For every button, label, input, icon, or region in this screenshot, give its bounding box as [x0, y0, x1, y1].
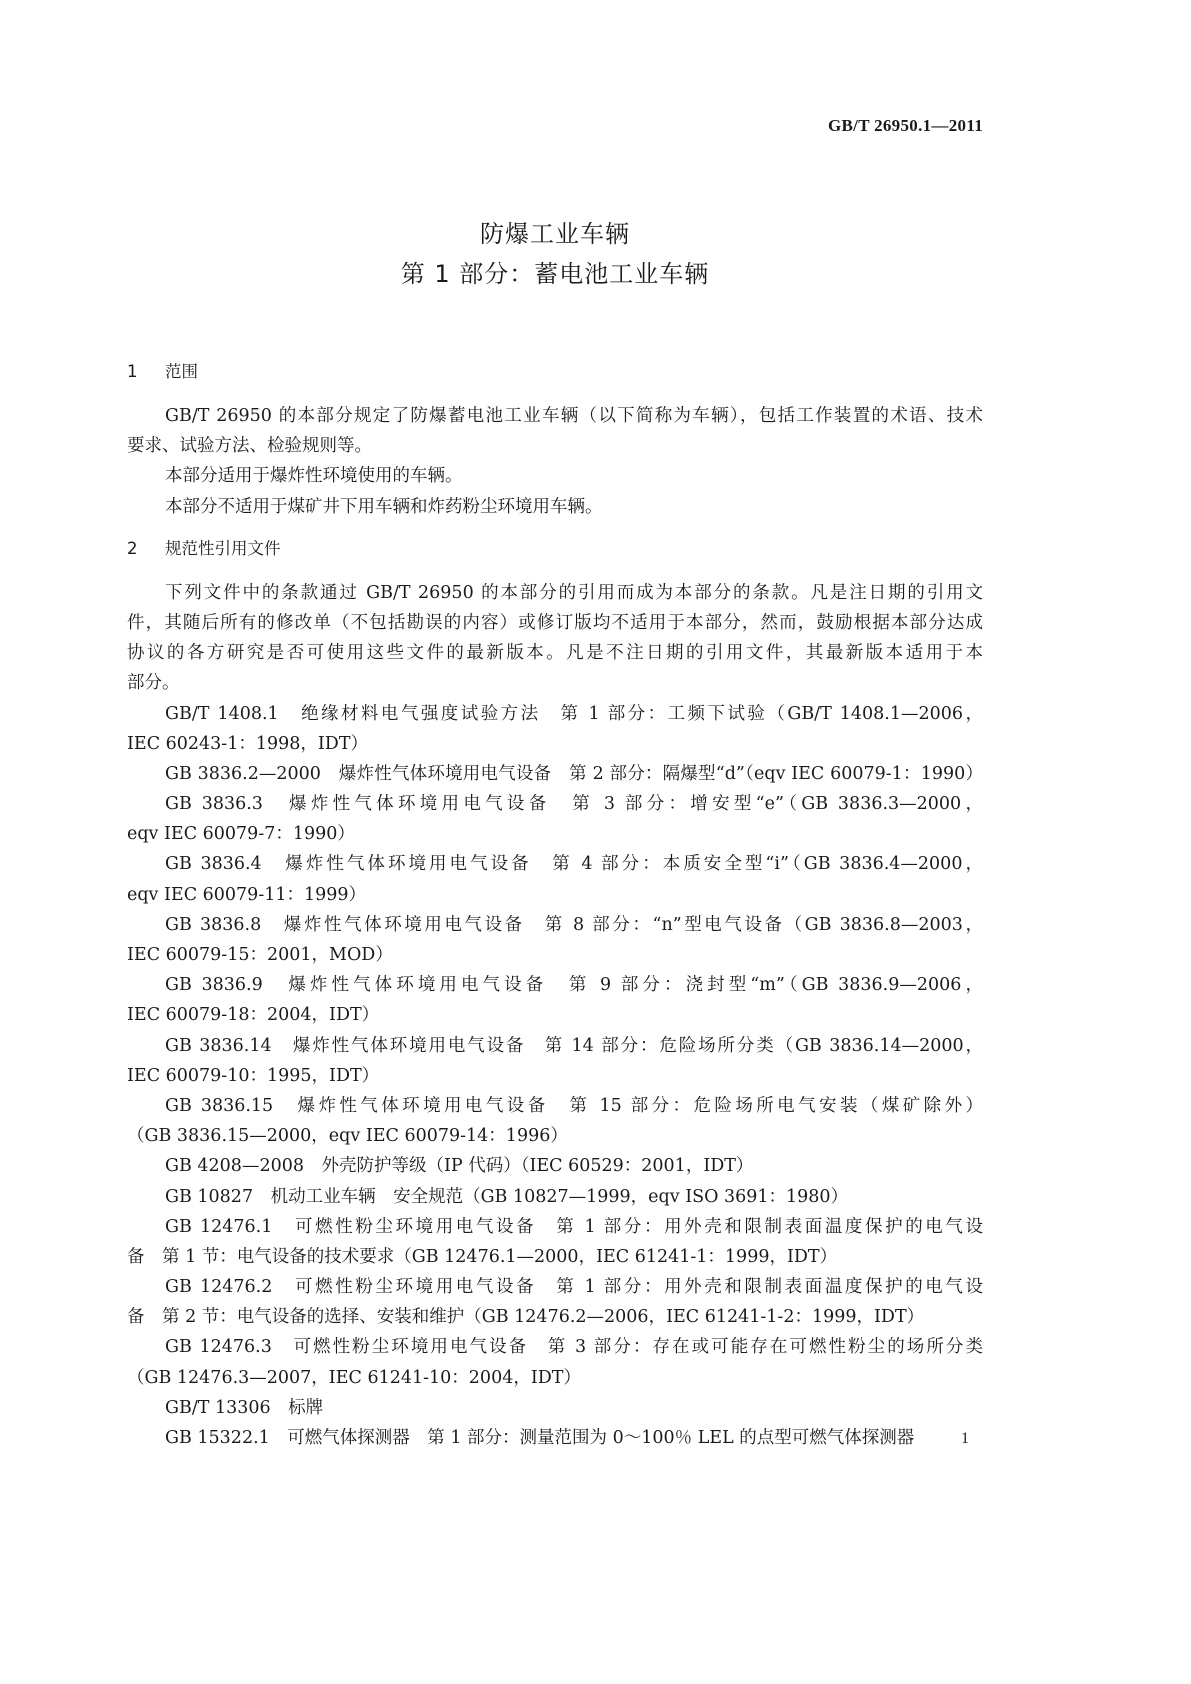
text-line: 本部分适用于爆炸性环境使用的车辆。 — [165, 466, 463, 487]
text-line: GB 10827 机动工业车辆 安全规范（GB 10827—1999，eqv ISO 3691：1980） — [165, 1186, 849, 1207]
text-line: GB 3836.14 爆炸性气体环境用电气设备 第 14 部分：危险场所分类（GB 3836.14—2000， — [165, 1035, 983, 1056]
section-title: 范围 — [165, 362, 198, 381]
standard-code: GB/T 26950.1—2011 — [828, 116, 983, 135]
section-heading — [127, 357, 983, 387]
text-line: 备 第 2 节：电气设备的选择、安装和维护（GB 12476.2—2006，IEC 61241-1-2：1999，IDT） — [127, 1307, 925, 1328]
text-line: GB 12476.2 可燃性粉尘环境用电气设备 第 1 部分：用外壳和限制表面温度保护的电气设 — [165, 1277, 983, 1298]
title-line-2: 第 1 部分：蓄电池工业车辆 — [400, 260, 710, 288]
section-2 — [127, 534, 983, 1453]
text-line: GB 3836.8 爆炸性气体环境用电气设备 第 8 部分：“n”型电气设备（GB 3836.8—2003， — [165, 914, 983, 935]
text-line: 部分。 — [127, 673, 180, 694]
text-line: IEC 60079-10：1995，IDT） — [127, 1065, 380, 1086]
text-line: GB 12476.1 可燃性粉尘环境用电气设备 第 1 部分：用外壳和限制表面温度保护的电气设 — [165, 1216, 983, 1237]
text-line: GB 3836.15 爆炸性气体环境用电气设备 第 15 部分：危险场所电气安装（煤矿除外） — [165, 1095, 983, 1116]
section-title: 规范性引用文件 — [165, 538, 281, 558]
text-line: GB/T 26950 的本部分规定了防爆蓄电池工业车辆（以下简称为车辆），包括工作装置的术语、技术 — [165, 406, 983, 426]
text-line: eqv IEC 60079-11：1999） — [127, 884, 367, 905]
section-number: 2 — [127, 538, 138, 558]
text-line: eqv IEC 60079-7：1990） — [127, 824, 355, 845]
text-line: GB 3836.9 爆炸性气体环境用电气设备 第 9 部分：浇封型“m”（GB 3836.9—2006， — [165, 975, 983, 996]
text-line: 要求、试验方法、检验规则等。 — [127, 436, 372, 457]
section-number: 1 — [127, 362, 138, 381]
text-line: GB 3836.3 爆炸性气体环境用电气设备 第 3 部分：增安型“e”（GB 3836.3—2000， — [165, 794, 983, 815]
document-title — [0, 214, 1110, 294]
text-line: GB/T 13306 标牌 — [165, 1397, 324, 1418]
title-line-1: 防爆工业车辆 — [480, 220, 630, 248]
text-line: 备 第 1 节：电气设备的技术要求（GB 12476.1—2000，IEC 61241-1：1999，IDT） — [127, 1246, 838, 1267]
text-line: （GB 3836.15—2000，eqv IEC 60079-14：1996） — [127, 1126, 568, 1147]
text-line: GB 3836.4 爆炸性气体环境用电气设备 第 4 部分：本质安全型“i”（GB 3836.4—2000， — [165, 854, 983, 875]
text-line: 件，其随后所有的修改单（不包括勘误的内容）或修订版均不适用于本部分，然而，鼓励根据本部分达成 — [127, 612, 983, 633]
text-line: GB 15322.1 可燃气体探测器 第 1 部分：测量范围为 0～100％ LEL 的点型可燃气体探测器 — [165, 1428, 915, 1448]
page-number: 1 — [961, 1430, 969, 1447]
text-line: 协议的各方研究是否可使用这些文件的最新版本。凡是不注日期的引用文件，其最新版本适用于本 — [127, 643, 983, 664]
text-line: IEC 60243-1：1998，IDT） — [127, 733, 369, 754]
text-line: GB 4208—2008 外壳防护等级（IP 代码）（IEC 60529：2001，IDT） — [165, 1156, 754, 1177]
section-heading — [127, 534, 983, 564]
text-line: 本部分不适用于煤矿井下用车辆和炸药粉尘环境用车辆。 — [165, 496, 603, 517]
section-1 — [127, 357, 983, 522]
text-line: GB 3836.2—2000 爆炸性气体环境用电气设备 第 2 部分：隔爆型“d”（eqv IEC 60079-1：1990） — [165, 763, 983, 784]
text-line: GB/T 1408.1 绝缘材料电气强度试验方法 第 1 部分：工频下试验（GB/T 1408.1—2006， — [165, 703, 983, 724]
text-line: IEC 60079-18：2004，IDT） — [127, 1005, 380, 1026]
text-line: （GB 12476.3—2007，IEC 61241-10：2004，IDT） — [127, 1367, 581, 1388]
document-body — [127, 355, 983, 1465]
text-line: IEC 60079-15：2001，MOD） — [127, 945, 393, 965]
text-line: 下列文件中的条款通过 GB/T 26950 的本部分的引用而成为本部分的条款。凡是注日期的引用文 — [165, 582, 983, 603]
text-line: GB 12476.3 可燃性粉尘环境用电气设备 第 3 部分：存在或可能存在可燃性粉尘的场所分类 — [165, 1337, 983, 1358]
